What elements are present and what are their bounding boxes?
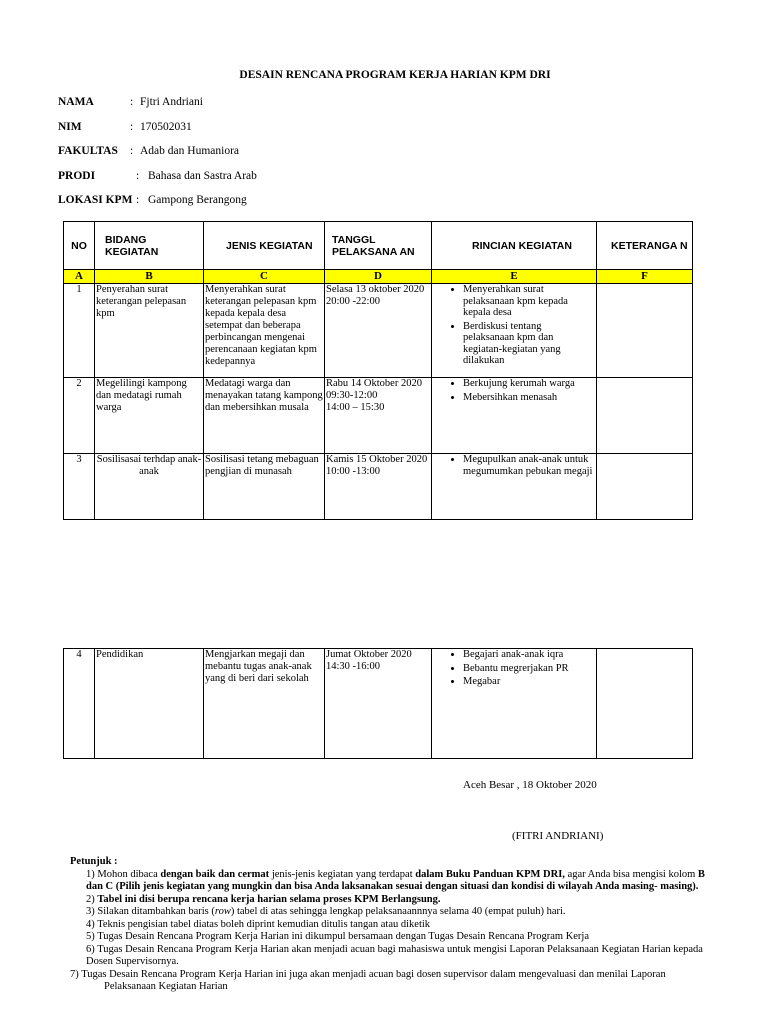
cell-no: 3: [64, 454, 95, 520]
tanggal-line: Kamis 15 Oktober 2020: [326, 454, 428, 465]
tanggal-line: 09:30-12:00: [326, 390, 378, 401]
program-table-continued: [63, 648, 693, 759]
list-item: • Bebantu megrerjakan PR: [463, 663, 595, 675]
petunjuk-item: [70, 931, 710, 944]
petunjuk-heading: Petunjuk :: [70, 856, 118, 867]
header-jenis: JENIS KEGIATAN: [204, 222, 325, 270]
cell-keterangan: [597, 649, 693, 759]
petunjuk-item: [70, 969, 710, 982]
cell-bidang: Pendidikan: [95, 649, 204, 759]
petunjuk-number: 2): [86, 893, 98, 905]
letter-cell: B: [95, 270, 204, 284]
petunjuk-trailing: Pelaksanaan Kegiatan Harian: [104, 981, 228, 992]
info-sep: :: [136, 170, 140, 182]
tanggal-line: Jumat Oktober 2020: [326, 649, 412, 660]
header-tanggal: TANGGL PELAKSANA AN: [325, 222, 432, 270]
cell-jenis: Mengjarkan megaji dan mebantu tugas anak-anak yang di beri dari sekolah: [204, 649, 325, 759]
tanggal-line: 20:00 -22:00: [326, 296, 380, 307]
place-date: Aceh Besar , 18 Oktober 2020: [463, 779, 597, 791]
petunjuk-text: Tugas Desain Rencana Program Kerja Harian ini dikumpul bersamaan dengan Tugas Desain Rencana Program Kerja: [97, 931, 590, 942]
info-value-prodi: Bahasa dan Sastra Arab: [148, 170, 257, 182]
petunjuk-text: Silakan ditambahkan baris (: [97, 906, 215, 917]
cell-jenis: Menyerahkan surat keterangan pelepasan kpm kepada kepala desa setempat dan beberapa perbincangan mengenai perencanaan kegiatan kpm kedepannya: [204, 284, 325, 378]
letter-cell: D: [325, 270, 432, 284]
cell-rincian: [432, 454, 597, 520]
info-value-nama: Fjtri Andriani: [140, 96, 203, 108]
list-item: • Megupulkan anak-anak untuk megumumkan pebukan megaji: [463, 454, 595, 477]
petunjuk-number: 5): [86, 931, 98, 942]
cell-no: 1: [64, 284, 95, 378]
tanggal-line: 14:30 -16:00: [326, 661, 380, 672]
cell-keterangan: [597, 284, 693, 378]
petunjuk-text: Tabel ini disi berupa rencana kerja harian selama proses KPM Berlangsung.: [97, 893, 441, 905]
list-item: • Begajari anak-anak iqra: [463, 649, 595, 661]
cell-rincian: [432, 284, 597, 378]
table-row: [64, 454, 693, 520]
document-title: DESAIN RENCANA PROGRAM KERJA HARIAN KPM DRI: [239, 69, 551, 81]
letter-cell: F: [597, 270, 693, 284]
cell-rincian: [432, 649, 597, 759]
cell-bidang: Megelilingi kampong dan medatagi rumah warga: [95, 378, 204, 454]
petunjuk-text: Tugas Desain Rencana Program Kerja Harian ini juga akan menjadi acuan bagi dosen supervisor dalam mengevaluasi dan menilai Laporan: [81, 968, 666, 980]
table-row: [64, 284, 693, 378]
header-bidang: BIDANG KEGIATAN: [95, 222, 204, 270]
info-sep: :: [130, 96, 134, 108]
petunjuk-text: dengan baik dan cermat: [160, 868, 270, 880]
letter-cell: E: [432, 270, 597, 284]
petunjuk-text: agar Anda bisa mengisi kolom: [564, 868, 698, 880]
info-label: NAMA: [58, 96, 94, 108]
petunjuk-number: 1): [86, 868, 98, 880]
list-item: • Berdiskusi tentang pelaksanaan kpm dan kegiatan-kegiatan yang dilakukan: [463, 321, 595, 367]
list-item: • Mebersihkan menasah: [463, 392, 595, 404]
petunjuk-text: Tugas Desain Rencana Program Kerja Harian akan menjadi acuan bagi mahasiswa untuk mengisi Laporan Pelaksanaan Kegiatan Harian kepada Dosen Supervisornya.: [86, 943, 703, 967]
signature-name: (FITRI ANDRIANI): [512, 830, 604, 842]
header-no: NO: [64, 222, 95, 270]
petunjuk-number: 3): [86, 906, 98, 917]
petunjuk-item: [70, 944, 710, 969]
table-row: [64, 649, 693, 759]
info-label: PRODI: [58, 170, 96, 182]
petunjuk-item: [70, 869, 710, 894]
info-sep: :: [130, 145, 134, 157]
list-item: • Menyerahkan surat pelaksanaan kpm kepada kepala desa: [463, 284, 595, 319]
petunjuk-text: dalam Buku Panduan KPM DRI,: [415, 868, 565, 880]
letter-cell: C: [204, 270, 325, 284]
info-block: [58, 96, 458, 216]
tanggal-line: 14:00 – 15:30: [326, 402, 385, 413]
cell-tanggal: [325, 454, 432, 520]
info-label: LOKASI KPM: [58, 194, 133, 206]
info-sep: :: [130, 121, 134, 133]
petunjuk-list: [70, 869, 710, 982]
info-label: FAKULTAS: [58, 145, 118, 157]
info-sep: :: [136, 194, 140, 206]
petunjuk-section: [70, 856, 710, 994]
petunjuk-text: B dan C (Pilih jenis kegiatan yang mungkin dan bisa Anda laksanakan sesuai dengan situasi dan kondisi di wilayah Anda masing- masing).: [86, 868, 705, 892]
letter-cell: A: [64, 270, 95, 284]
petunjuk-number: 6): [86, 943, 98, 955]
tanggal-line: Selasa 13 oktober 2020: [326, 284, 425, 295]
letter-row: [64, 270, 693, 284]
info-value-fakultas: Adab dan Humaniora: [140, 145, 239, 157]
tanggal-line: Rabu 14 Oktober 2020: [326, 378, 422, 389]
cell-tanggal: [325, 378, 432, 454]
cell-no: 2: [64, 378, 95, 454]
petunjuk-item: [70, 906, 710, 919]
petunjuk-text: Teknis pengisian tabel diatas boleh diprint kemudian ditulis tangan atau diketik: [97, 918, 431, 930]
cell-bidang: Penyerahan surat keterangan pelepasan kpm: [95, 284, 204, 378]
header-rincian: RINCIAN KEGIATAN: [432, 222, 597, 270]
petunjuk-text: Mohon dibaca: [97, 868, 161, 880]
petunjuk-item: [70, 894, 710, 907]
cell-bidang: Sosilisasai terhdap anak-anak: [95, 454, 204, 520]
list-item: • Berkujung kerumah warga: [463, 378, 595, 390]
petunjuk-number: 7): [70, 968, 82, 980]
petunjuk-text: jenis-jenis kegiatan yang terdapat: [269, 868, 416, 880]
list-item: • Megabar: [463, 676, 595, 688]
info-label: NIM: [58, 121, 82, 133]
cell-tanggal: [325, 649, 432, 759]
program-table: [63, 221, 693, 520]
petunjuk-number: 4): [86, 918, 98, 930]
cell-rincian: [432, 378, 597, 454]
table-row: [64, 378, 693, 454]
header-keterangan: KETERANGA N: [597, 222, 693, 270]
cell-no: 4: [64, 649, 95, 759]
table-header-row: [64, 222, 693, 270]
tanggal-line: 10:00 -13:00: [326, 466, 380, 477]
petunjuk-text: row: [214, 906, 231, 917]
cell-jenis: Medatagi warga dan menayakan tatang kampong dan mebersihkan musala: [204, 378, 325, 454]
cell-tanggal: [325, 284, 432, 378]
info-value-nim: 170502031: [140, 121, 192, 133]
petunjuk-text: ) tabel di atas sehingga lengkap pelaksanaannnya selama 40 (empat puluh) hari.: [230, 906, 566, 917]
info-value-lokasi: Gampong Berangong: [148, 194, 247, 206]
cell-keterangan: [597, 378, 693, 454]
cell-keterangan: [597, 454, 693, 520]
petunjuk-item: [70, 919, 710, 932]
cell-jenis: Sosilisasi tetang mebaguan pengjian di munasah: [204, 454, 325, 520]
